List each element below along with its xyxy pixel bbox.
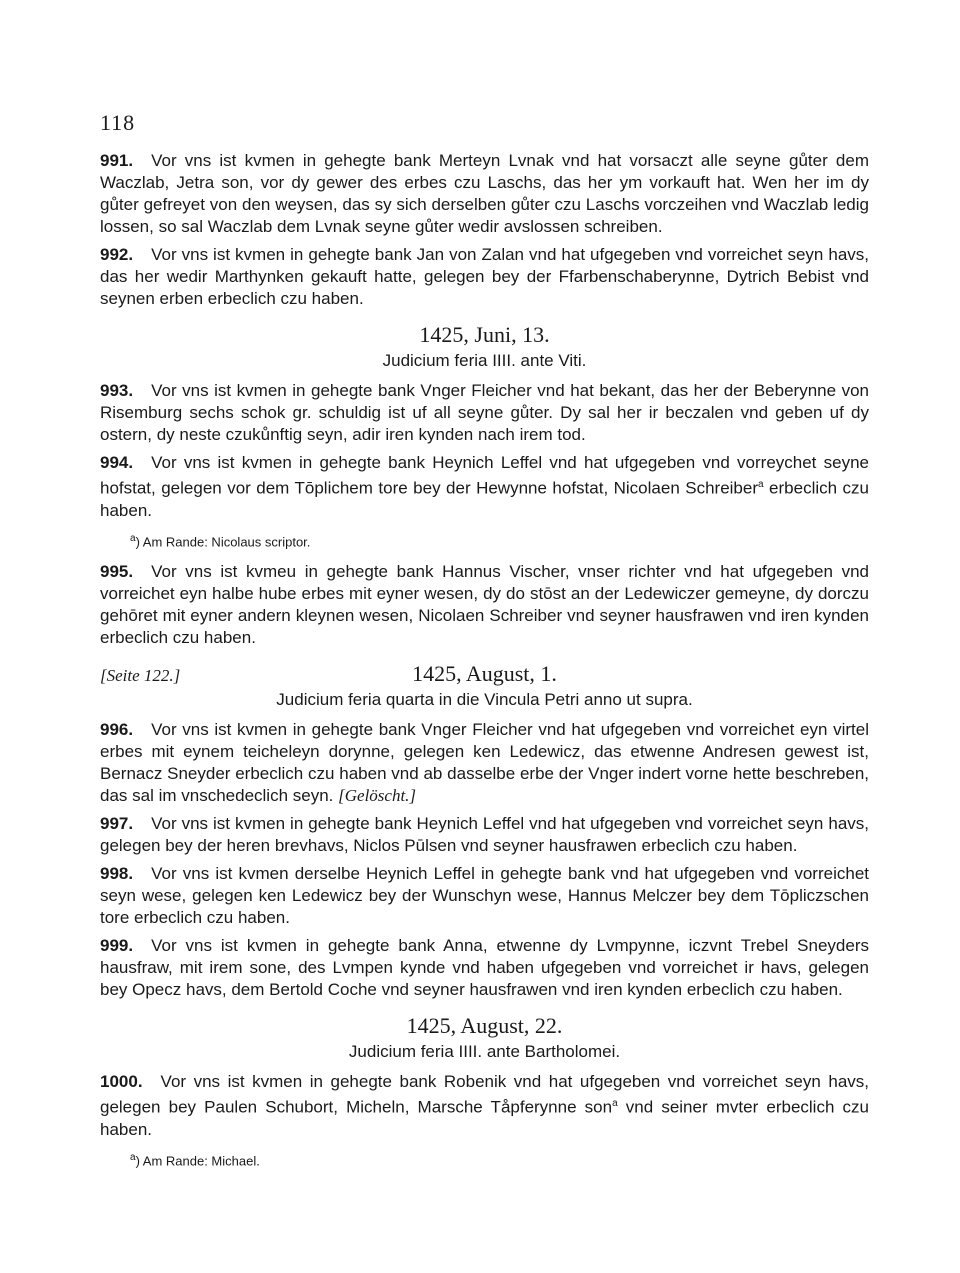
- entry-text-tail: erbeclich czu haben.: [100, 478, 870, 520]
- entry-number: 994.: [100, 453, 134, 472]
- entry-number: 997.: [100, 813, 134, 833]
- deleted-note: [Gelöscht.]: [338, 785, 417, 805]
- entry-text: Vor vns ist kvmen in gehegte bank Jan von Zalan vnd hat ufgegeben vnd vorreichet seyn havs, das her wedir Marthynken gekauft hatte, gelegen bey der Ffarbenschaberynne, Dytrich Bebist vnd seynen erben erbeclich czu haben.: [100, 245, 869, 308]
- footnote-text: ) Am Rande: Michael.: [135, 1152, 260, 1168]
- entry-996: [100, 719, 869, 807]
- footnote-text: ) Am Rande: Nicolaus scriptor.: [135, 533, 311, 549]
- entry-1000: [100, 1071, 869, 1141]
- footnote-mark: a: [612, 1097, 618, 1109]
- subheading-3: Judicium feria IIII. ante Bartholomei.: [348, 1041, 621, 1061]
- subheading-2: Judicium feria quarta in die Vincula Petri anno ut supra.: [276, 689, 693, 709]
- footnote-mark: a: [758, 479, 764, 490]
- entry-number: 999.: [100, 935, 134, 955]
- entry-text: Vor vns ist kvmen in gehegte bank Anna, etwenne dy Lvmpynne, iczvnt Trebel Sneyders hausfraw, mit irem sone, des Lvmpen kynde vnd haben ufgegeben vnd vorreichet ir havs, gelegen bey Opecz havs, dem Bertold Coche vnd seyner hausfrawen vnd iren kynden erbeclich czu haben.: [100, 935, 869, 999]
- entry-text: Vor vns ist kvmen derselbe Heynich Leffel in gehegte bank vnd hat ufgegeben vnd vorreichet seyn wese, gelegen ken Ledewicz bey der Wunschyn wese, Hannus Melczer bey dem Tōpliczschen tore erbeclich czu haben.: [100, 863, 869, 927]
- entry-text: Vor vns ist kvmen in gehegte bank Heynich Leffel vnd hat ufgegeben vnd vorreichet seyn havs, gelegen bey der heren brevhavs, Niclos Pūlsen vnd seyner hausfrawen erbeclich czu haben.: [100, 813, 869, 855]
- date-heading-1: 1425, Juni, 13.: [419, 322, 550, 347]
- entry-991: [100, 150, 869, 238]
- date-text: 1425, August, 1.: [412, 660, 557, 686]
- footnote-2: [130, 1147, 869, 1172]
- entry-995: [100, 561, 869, 649]
- entry-997: [100, 813, 869, 857]
- date-heading-2: [100, 660, 869, 686]
- entry-number: 1000.: [100, 1071, 143, 1091]
- entry-text: Vor vns ist kvmen in gehegte bank Merteyn Lvnak vnd hat vorsaczt alle seyne gůter dem Waczlab, Jetra son, vor dy gewer des erbes czu Laschs, das her ym vorkauft hat. Wen her im dy gůter gefreyet von den weysen, das sy sich derselben gůter czu Laschs vorczeihen vnd Waczlab ledig lossen, so sal Waczlab dem Lvnak seyne gůter wedir avslossen schreiben.: [100, 151, 869, 236]
- entry-number: 991.: [100, 151, 134, 170]
- entry-999: [100, 935, 869, 1001]
- date-heading-3: 1425, August, 22.: [406, 1012, 563, 1038]
- entry-998: [100, 863, 869, 929]
- page-number: 118: [100, 110, 136, 135]
- footnote-mark: a: [130, 532, 136, 544]
- entry-992: [100, 244, 869, 310]
- entry-text: Vor vns ist kvmen in gehegte bank Robenik vnd hat ufgegeben vnd vorreichet seyn havs, gelegen bey Paulen Schubort, Micheln, Marsche Tåpferynne son: [100, 1071, 869, 1117]
- entry-number: 996.: [100, 719, 134, 739]
- footnote-mark: a: [130, 1151, 136, 1163]
- entry-993: [100, 380, 869, 446]
- footnote-1: [130, 528, 869, 553]
- entry-994: [100, 452, 869, 522]
- entry-number: 992.: [100, 245, 134, 264]
- entry-text: Vor vns ist kvmeu in gehegte bank Hannus Vischer, vnser richter vnd hat ufgegeben vnd vorreichet eyn halbe hube erbes mit eyner wesen, dy do stōst an der Ledewiczer gemeyne, dy dorczu gehōret mit eyner andern kleynen wesen, Nicolaen Schreiber vnd seyner hausfrawen vnd iren kynden erbeclich czu haben.: [100, 561, 869, 647]
- page-content: [100, 150, 869, 1180]
- entry-text: Vor vns ist kvmen in gehegte bank Vnger Fleicher vnd hat ufgegeben vnd vorreichet eyn virtel erbes mit eynem teicheleyn dorynne, gelegen ken Ledewicz, das etwenne Andresen gewest ist, Bernacz Sneyder erbeclich czu haben vnd ab dasselbe erbe der Vnger indert vorne hette beschreben, das sal im vnschedeclich seyn.: [100, 719, 869, 805]
- entry-number: 998.: [100, 863, 134, 883]
- entry-number: 993.: [100, 381, 134, 400]
- subheading-1: Judicium feria IIII. ante Viti.: [382, 351, 587, 370]
- entry-text: Vor vns ist kvmen in gehegte bank Vnger Fleicher vnd hat bekant, das her der Beberynne von Risemburg sechs schok gr. schuldig ist uf all seyne gůter. Dy sal her ir beczalen vnd geben uf dy ostern, dy neste czukůnftig seyn, adir iren kynden nach irem tod.: [100, 381, 869, 444]
- entry-text-tail: vnd seiner mvter erbeclich czu haben.: [100, 1097, 869, 1139]
- entry-text: Vor vns ist kvmen in gehegte bank Heynich Leffel vnd hat ufgegeben vnd vorreychet seyne hofstat, gelegen vor dem Tōplichem tore bey der Hewynne hofstat, Nicolaen Schreiber: [100, 453, 869, 498]
- page-reference-note: [Seite 122.]: [100, 665, 181, 685]
- entry-number: 995.: [100, 561, 134, 581]
